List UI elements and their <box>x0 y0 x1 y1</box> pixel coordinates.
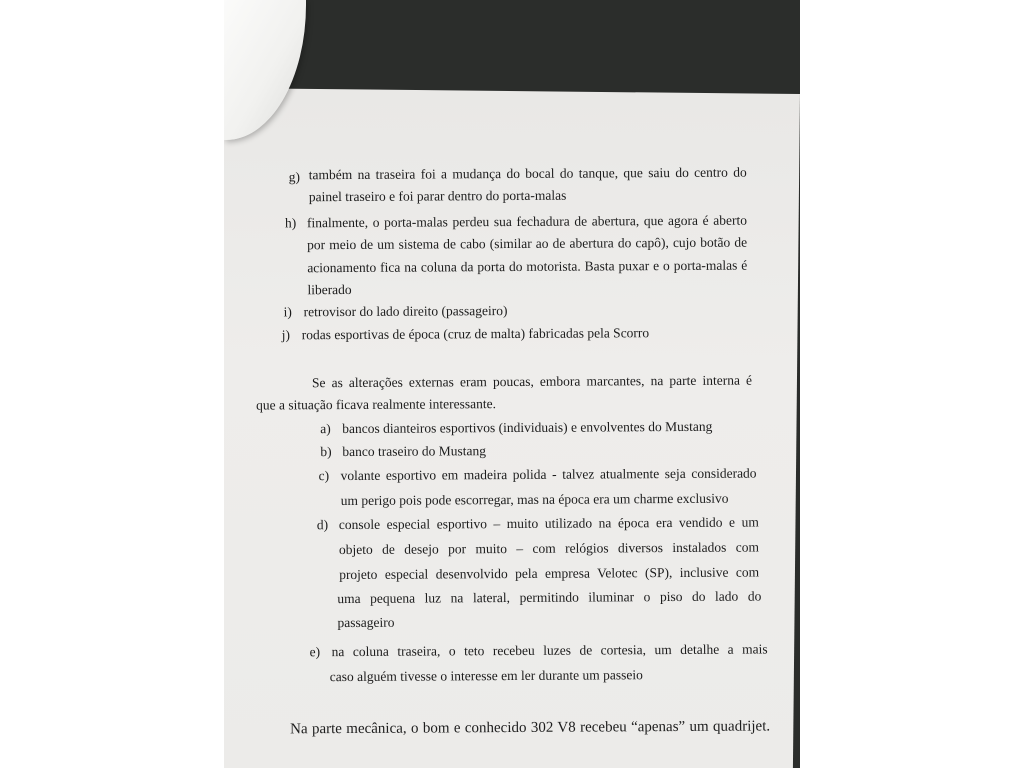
list-label-e: e) <box>309 644 321 660</box>
list-item-j-line1: rodas esportivas de época (cruz de malta) fabricadas pela Scorro <box>301 325 650 343</box>
list-item-e-line2: caso alguém tivesse o interesse em ler durante um passeio <box>329 667 643 685</box>
list-item-c-line2: um perigo pois pode escorregar, mas na época era um charme exclusivo <box>340 490 729 509</box>
list-item-h-line4: liberado <box>307 281 352 298</box>
list-item-h-line2: por meio de um sistema de cabo (similar ao de abertura do capô), cujo botão de <box>307 234 748 253</box>
list-item-b-line1: banco traseiro do Mustang <box>342 443 487 460</box>
paragraph-line2: que a situação ficava realmente interessante. <box>256 396 497 413</box>
document-text <box>224 0 800 768</box>
document-photo <box>224 0 800 768</box>
list-item-d-line1: console especial esportivo – muito utilizado na época era vendido e um <box>338 514 759 533</box>
list-label-h: h) <box>284 215 297 231</box>
list-label-c: c) <box>318 468 330 484</box>
list-item-i-line1: retrovisor do lado direito (passageiro) <box>303 303 508 320</box>
list-label-b: b) <box>320 444 332 460</box>
list-item-h-line3: acionamento fica na coluna da porta do motorista. Basta puxar e o porta-malas é <box>307 257 748 276</box>
list-label-j: j) <box>281 327 290 343</box>
list-label-d: d) <box>316 517 329 533</box>
list-item-d-line5: passageiro <box>337 614 395 631</box>
list-item-h-line1: finalmente, o porta-malas perdeu sua fechadura de abertura, que agora é aberto <box>306 212 748 231</box>
list-item-d-line4: uma pequena luz na lateral, permitindo iluminar o piso do lado do <box>337 588 762 607</box>
list-label-g: g) <box>288 169 301 185</box>
list-item-e-line1: na coluna traseira, o teto recebeu luzes de cortesia, um detalhe a mais <box>331 641 768 660</box>
list-label-i: i) <box>283 304 292 320</box>
list-item-g-line2: painel traseiro e foi parar dentro do porta-malas <box>308 187 567 205</box>
list-label-a: a) <box>320 421 331 437</box>
list-item-c-line1: volante esportivo em madeira polida - talvez atualmente seja considerado <box>340 465 757 484</box>
list-item-a-line1: bancos dianteiros esportivos (individuais) e envolventes do Mustang <box>342 418 713 437</box>
final-line: Na parte mecânica, o bom e conhecido 302 V8 recebeu “apenas” um quadrijet. <box>290 718 771 738</box>
list-item-d-line2: objeto de desejo por muito – com relógios diversos instalados com <box>338 539 760 558</box>
list-item-g-line1: também na traseira foi a mudança do bocal do tanque, que saiu do centro do <box>308 164 747 183</box>
paragraph-line1: Se as alterações externas eram poucas, embora marcantes, na parte interna é <box>311 372 753 391</box>
list-item-d-line3: projeto especial desenvolvido pela empresa Velotec (SP), inclusive com <box>339 564 760 583</box>
